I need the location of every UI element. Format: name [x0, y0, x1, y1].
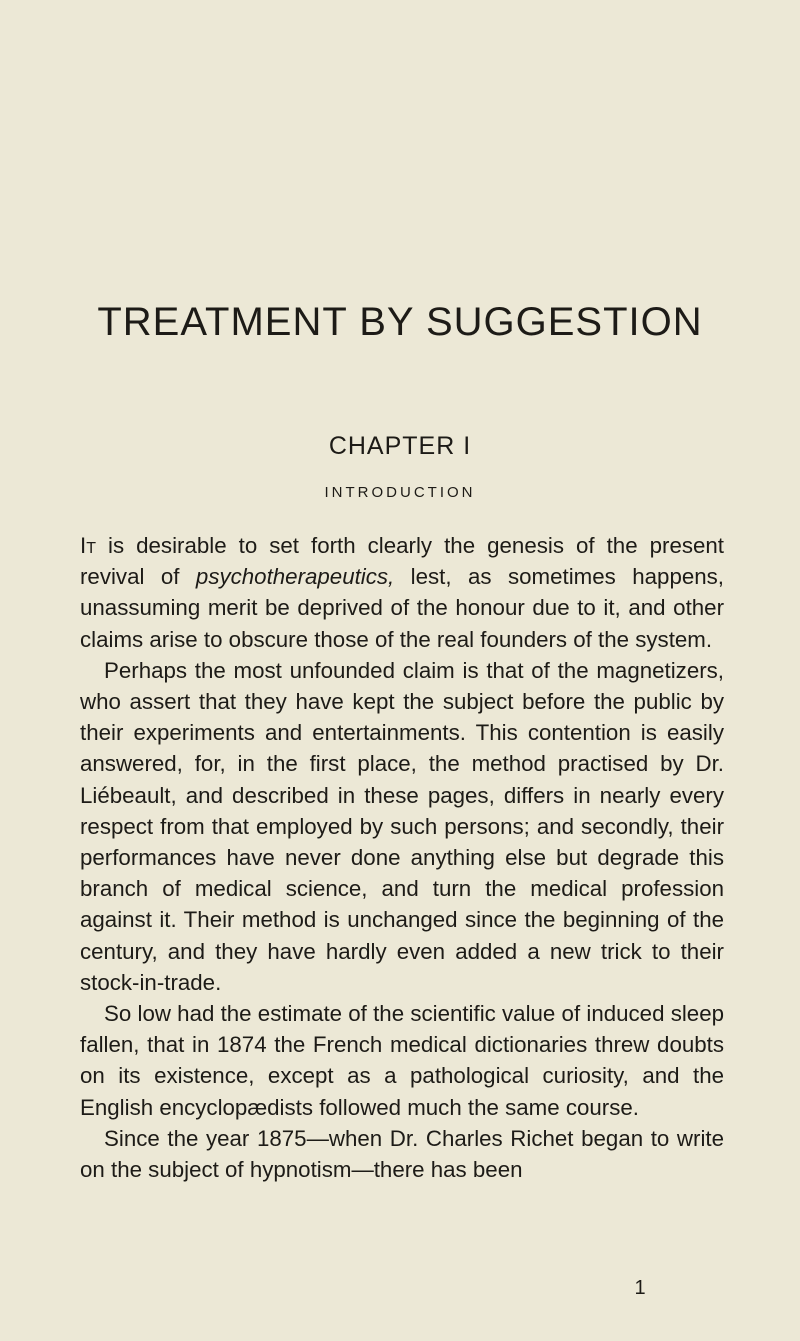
paragraph-text: is desirable to set forth clearly the genesis of the present revival of — [80, 533, 724, 590]
emphasized-term: psychotherapeutics, — [195, 564, 395, 590]
paragraph: Since the year 1875—when Dr. Charles Richet began to write on the subject of hypnotism—there has been — [80, 1125, 724, 1183]
body-text — [80, 530, 724, 1185]
lead-word: It — [80, 533, 96, 558]
chapter-heading: CHAPTER I — [328, 432, 472, 460]
page-number: 1 — [634, 1277, 646, 1299]
paragraph: Perhaps the most unfounded claim is that of the magnetizers, who assert that they have kept the subject before the public by their experiments and entertainments. This contention is easily answered, for, in the first place, the method practised by Dr. Liébeault, and described in these pages, differs in nearly every respect from that employed by such persons; and secondly, their performances have never done anything else but degrade this branch of medical science, and turn the medical profession against it. Their method is unchanged since the beginning of the century, and they have hardly even added a new trick to their stock-in-trade. — [80, 657, 724, 995]
book-title: TREATMENT BY SUGGESTION — [97, 300, 703, 344]
paragraph: So low had the estimate of the scientific value of induced sleep fallen, that in 1874 the French medical dictionaries threw doubts on its existence, except as a pathological curiosity, and the English encyclopædists followed much the same course. — [80, 1001, 724, 1120]
paragraph-text: lest, as sometimes happens, unassuming merit be deprived of the honour due to it, and other claims arise to obscure those of the real founders of the system. — [80, 564, 724, 652]
section-heading: INTRODUCTION — [324, 484, 476, 501]
paragraph — [80, 530, 724, 655]
